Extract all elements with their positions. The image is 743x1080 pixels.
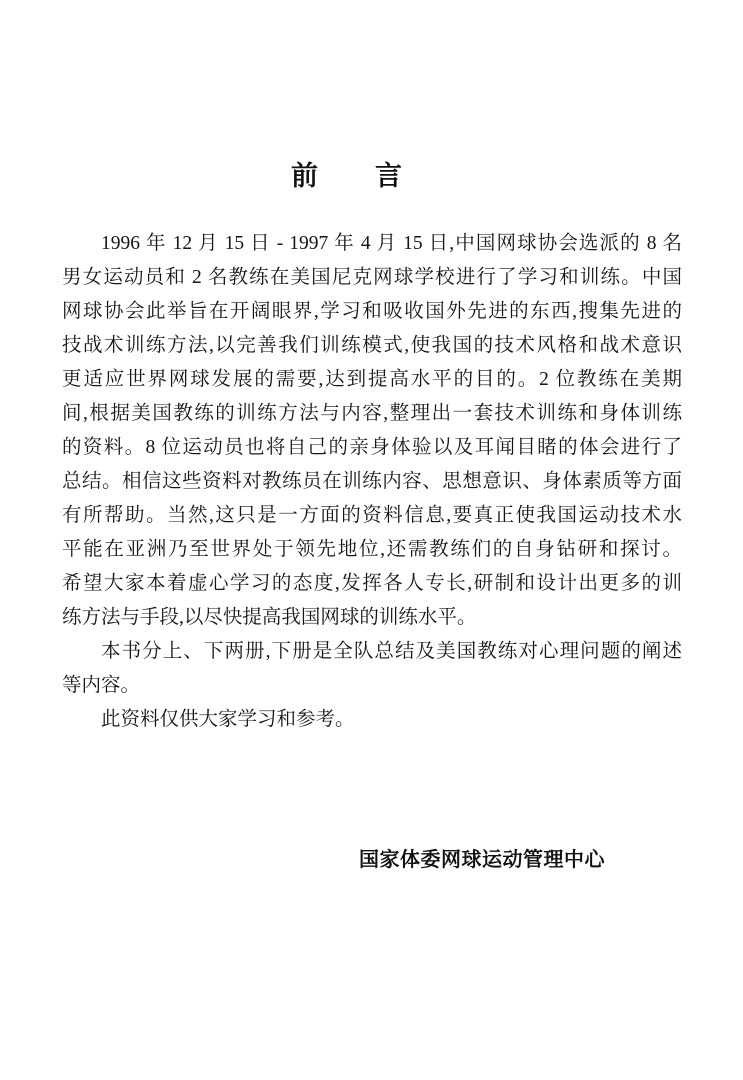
signature-line: 国家体委网球运动管理中心 xyxy=(359,849,605,871)
preface-line: 技战术训练方法,以完善我们训练模式,使我国的技术风格和战术意识 xyxy=(62,335,682,356)
preface-line: 网球协会此举旨在开阔眼界,学习和吸收国外先进的东西,搜集先进的 xyxy=(62,301,682,322)
preface-line: 此资料仅供大家学习和参考。 xyxy=(101,709,355,730)
page-title: 前 言 xyxy=(291,161,403,191)
preface-line: 本书分上、下两册,下册是全队总结及美国教练对心理问题的阐述 xyxy=(101,641,682,662)
preface-line: 总结。相信这些资料对教练员在训练内容、思想意识、身体素质等方面 xyxy=(62,471,682,492)
preface-line: 平能在亚洲乃至世界处于领先地位,还需教练们的自身钻研和探讨。 xyxy=(62,539,682,560)
preface-line: 的资料。8 位运动员也将自己的亲身体验以及耳闻目睹的体会进行了 xyxy=(62,437,682,458)
preface-line: 希望大家本着虚心学习的态度,发挥各人专长,研制和设计出更多的训 xyxy=(62,573,682,594)
preface-line: 等内容。 xyxy=(62,675,141,696)
preface-line: 更适应世界网球发展的需要,达到提高水平的目的。2 位教练在美期 xyxy=(62,369,682,390)
preface-line: 练方法与手段,以尽快提高我国网球的训练水平。 xyxy=(62,607,477,628)
preface-line: 1996 年 12 月 15 日 - 1997 年 4 月 15 日,中国网球协会选派的 8 名 xyxy=(101,233,682,254)
preface-line: 有所帮助。当然,这只是一方面的资料信息,要真正使我国运动技术水 xyxy=(62,505,682,526)
preface-body xyxy=(62,227,682,737)
preface-line: 间,根据美国教练的训练方法与内容,整理出一套技术训练和身体训练 xyxy=(62,403,682,424)
preface-line: 男女运动员和 2 名教练在美国尼克网球学校进行了学习和训练。中国 xyxy=(62,267,682,288)
